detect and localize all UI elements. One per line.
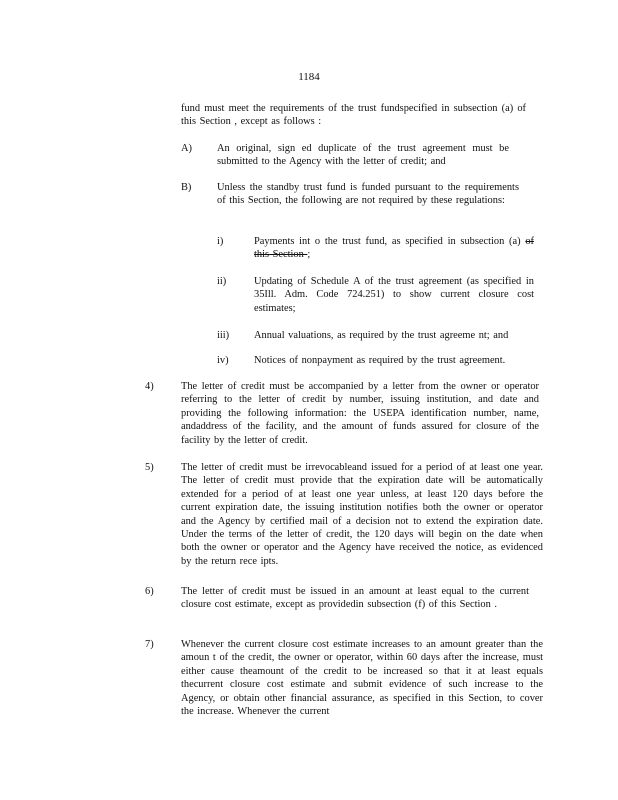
subitem-iv-text: Notices of nonpayment as required by the trust agreement. — [254, 355, 506, 366]
subitem-i-struck-text: of this Section — [254, 236, 534, 261]
subitem-iii-label: iii) — [217, 330, 230, 341]
subitem-iv-label: iv) — [217, 355, 229, 366]
numbered-item-7-text: Whenever the current closure cost estimate increases to an amount greater than the amoun t of the credit, the owner or operator, within 60 days after the increase, must either cause theamount of the credit to be increased so that it at least equals thecurrent closure cost estimate and submit evidence of such increase to the Agency, or obtain other financial assurance, as specified in this Section, to cover the increase. Whenever the current — [181, 639, 543, 718]
item-b-label: B) — [181, 182, 192, 193]
numbered-item-7-label: 7) — [145, 639, 154, 650]
numbered-item-5-label: 5) — [145, 462, 154, 473]
numbered-item-5-text: The letter of credit must be irrevocableand issued for a period of at least one year. The letter of credit must provide that the expiration date will be automatically extended for a period of at least one year unless, at least 120 days before the current expiration date, the issuing institution notifies both the owner or operator and the Agency by certified mail of a decision not to extend the expiration date. Under the terms of the letter of credit, the 120 days will begin on the date when both the owner or operator and the Agency have received the notice, as evidenced by the return rece ipts. — [181, 462, 543, 567]
item-a-label: A) — [181, 143, 192, 154]
numbered-item-4-text: The letter of credit must be accompanied by a letter from the owner or operator referring to the letter of credit by number, issuing institution, and date and providing the following information: the USEPA identification number, name, andaddress of the facility, and the amount of funds assured for closure of the facility by the letter of credit. — [181, 381, 539, 446]
numbered-item-4-label: 4) — [145, 381, 154, 392]
item-a-text: An original, sign ed duplicate of the trust agreement must be submitted to the Agency with the letter of credit; and — [217, 143, 509, 168]
subitem-ii-label: ii) — [217, 276, 227, 287]
item-b-text: Unless the standby trust fund is funded pursuant to the requirements of this Section, the following are not required by these regulations: — [217, 182, 519, 207]
numbered-item-6-text: The letter of credit must be issued in an amount at least equal to the current closure cost estimate, except as providedin subsection (f) of this Section . — [181, 586, 529, 611]
subitem-i-text — [254, 235, 534, 262]
page-number: 1184 — [298, 71, 320, 83]
subitem-iii-text: Annual valuations, as required by the trust agreeme nt; and — [254, 330, 509, 341]
subitem-ii-text: Updating of Schedule A of the trust agreement (as specified in 35Ill. Adm. Code 724.251) to show current closure cost estimates; — [254, 276, 534, 314]
subitem-i-label: i) — [217, 236, 224, 247]
subitem-i-tail: ; — [307, 249, 311, 261]
numbered-item-6-label: 6) — [145, 586, 154, 597]
subitem-i-main: Payments int o the trust fund, as specified in subsection (a) — [254, 236, 521, 247]
intro-text: fund must meet the requirements of the trust fundspecified in subsection (a) of this Section , except as follows : — [181, 103, 526, 128]
